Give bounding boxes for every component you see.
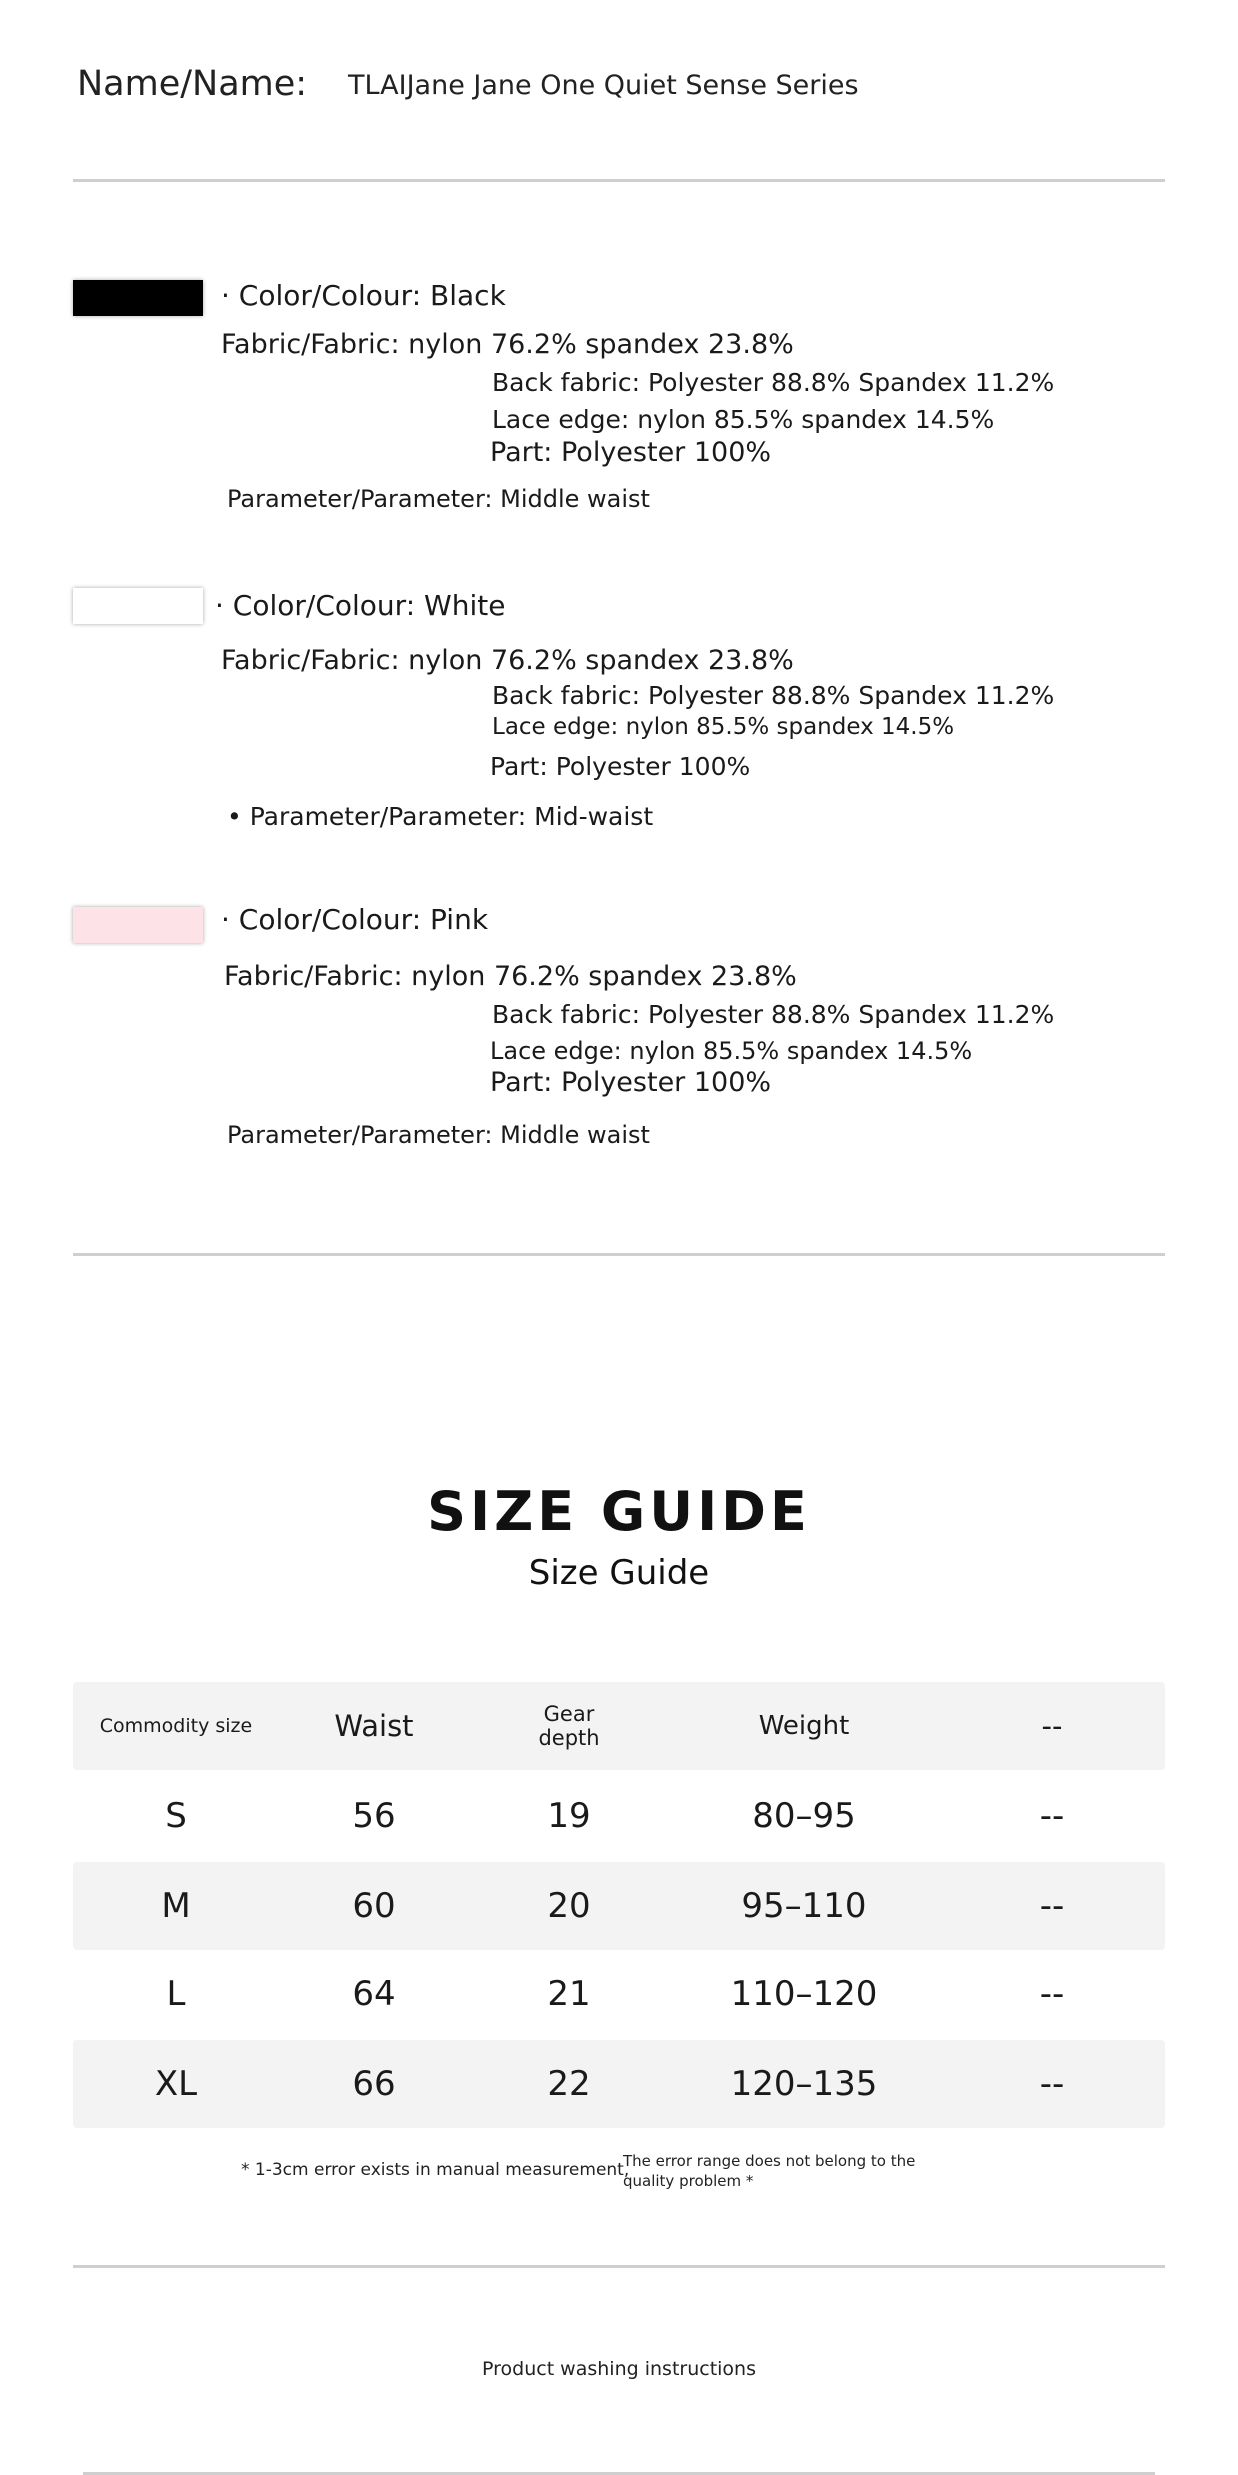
size-cell: S bbox=[165, 1796, 187, 1836]
table-header-row bbox=[73, 1682, 1165, 1770]
size-guide-title: SIZE GUIDE bbox=[427, 1480, 811, 1543]
depth-cell: 20 bbox=[547, 1886, 591, 1926]
washing-instructions-title: Product washing instructions bbox=[482, 2358, 756, 2380]
color-swatch-pink bbox=[73, 907, 203, 943]
back-fabric-line: Back fabric: Polyester 88.8% Spandex 11.2% bbox=[492, 681, 1055, 710]
product-name: TLAIJane Jane One Quiet Sense Series bbox=[348, 70, 859, 101]
table-row bbox=[73, 2040, 1165, 2128]
weight-cell: 110–120 bbox=[730, 1974, 878, 2014]
middle-divider bbox=[73, 1253, 1165, 1256]
size-table bbox=[73, 1682, 1165, 2128]
part-line: Part: Polyester 100% bbox=[490, 1067, 772, 1098]
color-swatch-white bbox=[73, 588, 203, 624]
fabric-line: Fabric/Fabric: nylon 76.2% spandex 23.8% bbox=[221, 329, 794, 360]
extra-cell: -- bbox=[1039, 1886, 1065, 1926]
extra-cell: -- bbox=[1039, 2064, 1065, 2104]
back-fabric-line: Back fabric: Polyester 88.8% Spandex 11.2% bbox=[492, 368, 1055, 397]
lace-edge-line: Lace edge: nylon 85.5% spandex 14.5% bbox=[492, 405, 995, 434]
parameter-line: Parameter/Parameter: Middle waist bbox=[227, 485, 650, 513]
extra-cell: -- bbox=[1039, 1974, 1065, 2014]
depth-cell: 21 bbox=[547, 1974, 591, 2014]
header-waist: Waist bbox=[334, 1709, 414, 1743]
part-line: Part: Polyester 100% bbox=[490, 437, 772, 468]
weight-cell: 95–110 bbox=[741, 1886, 867, 1926]
waist-cell: 56 bbox=[352, 1796, 396, 1836]
top-divider bbox=[73, 179, 1165, 182]
parameter-line: Parameter/Parameter: Middle waist bbox=[227, 1121, 650, 1149]
header-gear-depth-line1: Gear bbox=[543, 1702, 595, 1726]
size-guide-subtitle: Size Guide bbox=[528, 1553, 710, 1593]
back-fabric-line: Back fabric: Polyester 88.8% Spandex 11.2% bbox=[492, 1000, 1055, 1029]
color-label: · Color/Colour: Pink bbox=[221, 903, 489, 936]
part-line: Part: Polyester 100% bbox=[490, 752, 751, 781]
weight-cell: 80–95 bbox=[752, 1796, 856, 1836]
header-weight: Weight bbox=[758, 1711, 850, 1741]
header-gear-depth bbox=[469, 1682, 669, 1770]
table-row bbox=[73, 1862, 1165, 1950]
waist-cell: 64 bbox=[352, 1974, 396, 2014]
header-gear-depth-line2: depth bbox=[538, 1726, 600, 1750]
color-swatch-black bbox=[73, 280, 203, 316]
header-extra: -- bbox=[1041, 1709, 1063, 1743]
waist-cell: 66 bbox=[352, 2064, 396, 2104]
size-cell: XL bbox=[154, 2064, 198, 2104]
table-row bbox=[73, 1950, 1165, 2038]
color-label: · Color/Colour: White bbox=[215, 589, 506, 622]
header-commodity-size: Commodity size bbox=[99, 1715, 253, 1737]
size-cell: L bbox=[166, 1974, 186, 2014]
lace-edge-line: Lace edge: nylon 85.5% spandex 14.5% bbox=[492, 714, 955, 740]
waist-cell: 60 bbox=[352, 1886, 396, 1926]
extra-cell: -- bbox=[1039, 1796, 1065, 1836]
quality-note: The error range does not belong to the quality problem * bbox=[623, 2152, 916, 2190]
depth-cell: 22 bbox=[547, 2064, 591, 2104]
table-row bbox=[73, 1772, 1165, 1860]
parameter-line: • Parameter/Parameter: Mid-waist bbox=[227, 802, 654, 831]
fabric-line: Fabric/Fabric: nylon 76.2% spandex 23.8% bbox=[224, 961, 797, 992]
name-label: Name/Name: bbox=[77, 64, 308, 104]
fabric-line: Fabric/Fabric: nylon 76.2% spandex 23.8% bbox=[221, 645, 794, 676]
size-cell: M bbox=[161, 1886, 191, 1926]
measurement-note: * 1-3cm error exists in manual measurement, bbox=[241, 2160, 630, 2180]
color-label: · Color/Colour: Black bbox=[221, 279, 506, 312]
lace-edge-line: Lace edge: nylon 85.5% spandex 14.5% bbox=[490, 1037, 973, 1065]
weight-cell: 120–135 bbox=[730, 2064, 878, 2104]
bottom-divider bbox=[73, 2265, 1165, 2268]
depth-cell: 19 bbox=[547, 1796, 591, 1836]
